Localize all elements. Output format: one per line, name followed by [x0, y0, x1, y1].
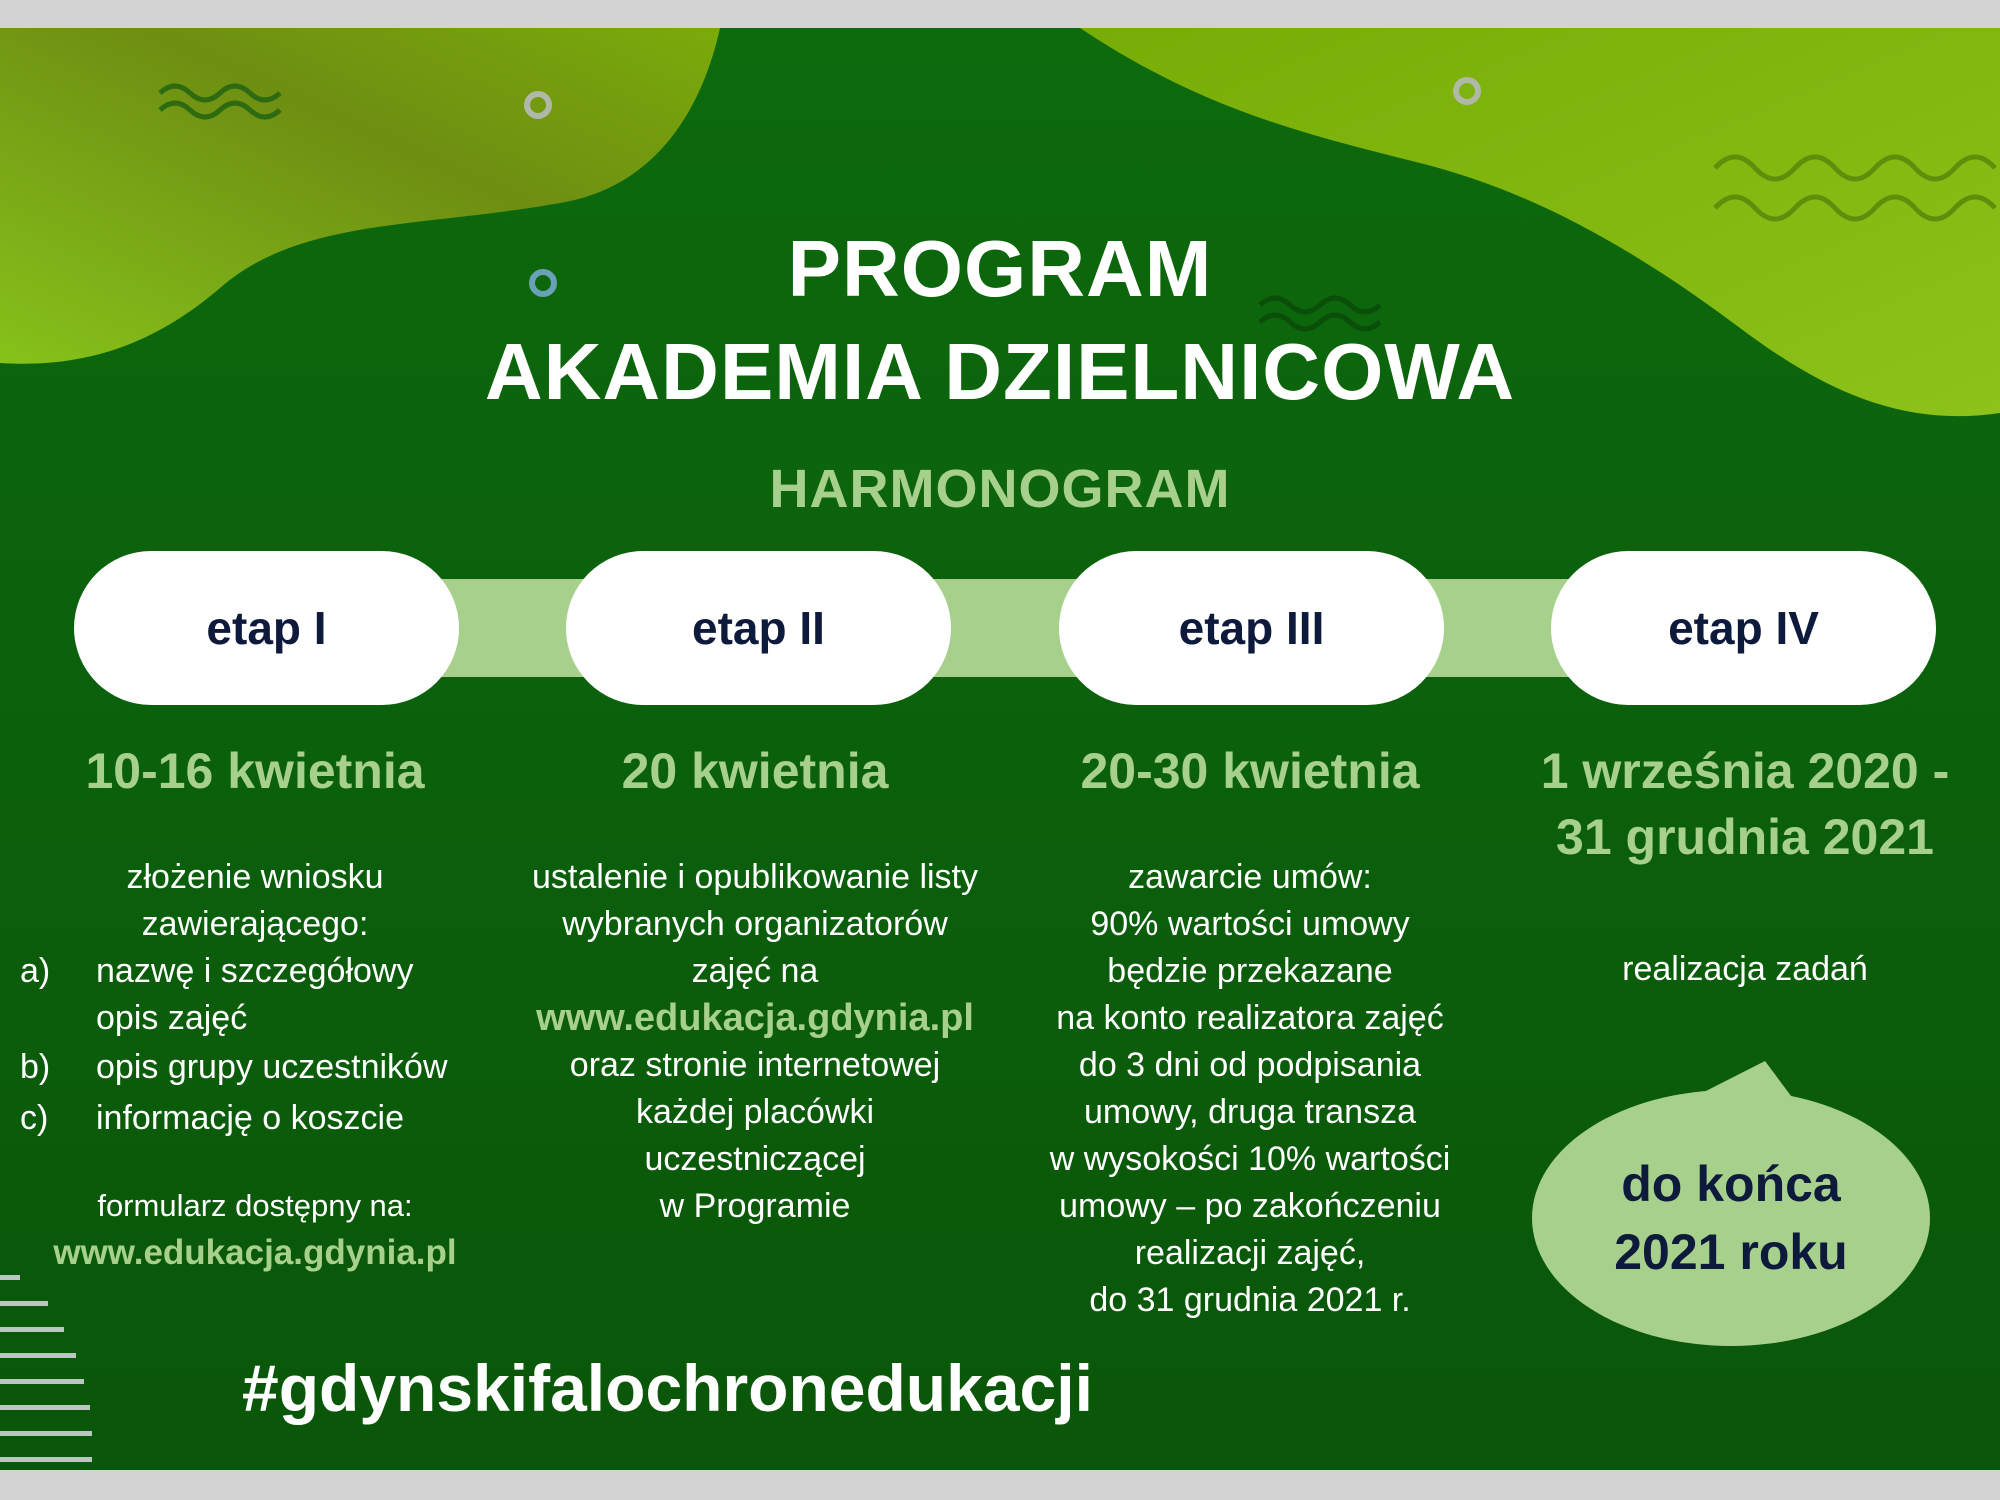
- stage-1-link[interactable]: www.edukacja.gdynia.pl: [53, 1233, 457, 1272]
- stripes-decoration: [0, 1275, 92, 1462]
- stage-3-date: 20-30 kwietnia: [1080, 743, 1420, 799]
- stage-4-pill: etap IV: [1551, 551, 1936, 705]
- stage-4-date-line-2: 31 grudnia 2021: [1556, 809, 1934, 865]
- stage-2-date: 20 kwietnia: [621, 743, 889, 799]
- text-line: 90% wartości umowy: [1090, 905, 1410, 943]
- text-line: na konto realizatora zajęć: [1056, 999, 1444, 1037]
- stage-2-link[interactable]: www.edukacja.gdynia.pl: [536, 997, 974, 1039]
- text-line: będzie przekazane: [1107, 952, 1393, 990]
- text-line: wybranych organizatorów: [562, 905, 948, 943]
- subtitle: HARMONOGRAM: [769, 459, 1231, 519]
- text-line: zawarcie umów:: [1128, 858, 1372, 896]
- text-line: złożenie wniosku: [126, 858, 384, 896]
- list-marker: a): [20, 952, 51, 990]
- text-line: zajęć na: [691, 952, 819, 990]
- list-item: [20, 948, 490, 1042]
- bubble-line-1: do końca: [1621, 1156, 1841, 1212]
- form-note: formularz dostępny na:: [97, 1188, 413, 1223]
- text-line: nazwę i szczegółowy: [96, 952, 414, 990]
- text-line: zawierającego:: [141, 905, 369, 943]
- bubble-line-2: 2021 roku: [1614, 1224, 1848, 1280]
- list-item: [20, 1095, 490, 1142]
- stage-1-description: [20, 854, 490, 1276]
- stage-3-pill: etap III: [1059, 551, 1444, 705]
- stage-1-date: 10-16 kwietnia: [85, 743, 425, 799]
- text-line: ustalenie i opublikowanie listy: [531, 858, 979, 896]
- text-line: do 31 grudnia 2021 r.: [1089, 1281, 1411, 1319]
- text-line: oraz stronie internetowej: [569, 1046, 941, 1084]
- text-line: umowy, druga transza: [1084, 1093, 1416, 1131]
- text-line: w Programie: [659, 1187, 851, 1225]
- stage-2-pill: etap II: [566, 551, 951, 705]
- timeline-connector: [300, 579, 1700, 677]
- title-line-1: PROGRAM: [787, 224, 1213, 313]
- bubble-text: [1531, 1150, 1931, 1286]
- text-line: w wysokości 10% wartości: [1049, 1140, 1451, 1178]
- text-line: umowy – po zakończeniu: [1059, 1187, 1441, 1225]
- list-marker: b): [20, 1048, 51, 1086]
- list-marker: c): [20, 1099, 49, 1137]
- text-line: do 3 dni od podpisania: [1078, 1046, 1422, 1084]
- list-text: opis grupy uczestników: [96, 1048, 448, 1086]
- stage-4-date: [1510, 738, 1980, 870]
- hashtag: #gdynskifalochronedukacji: [242, 1351, 1093, 1425]
- stage-2-description: [520, 854, 990, 1230]
- poster: [0, 28, 2000, 1470]
- list-text: [96, 948, 413, 1042]
- stage-4-date-line-1: 1 września 2020 -: [1540, 743, 1950, 799]
- stage-4-description: realizacja zadań: [1622, 950, 1868, 988]
- list-text: informację o koszcie: [96, 1099, 405, 1137]
- list-item: [20, 1044, 490, 1091]
- text-line: każdej placówki: [635, 1093, 875, 1131]
- text-line: uczestniczącej: [644, 1140, 866, 1178]
- stage-3-description: [1015, 854, 1485, 1324]
- stage-1-pill: etap I: [74, 551, 459, 705]
- text-line: opis zajęć: [96, 999, 248, 1037]
- title-line-2: AKADEMIA DZIELNICOWA: [484, 327, 1516, 416]
- text-line: realizacji zajęć,: [1134, 1234, 1366, 1272]
